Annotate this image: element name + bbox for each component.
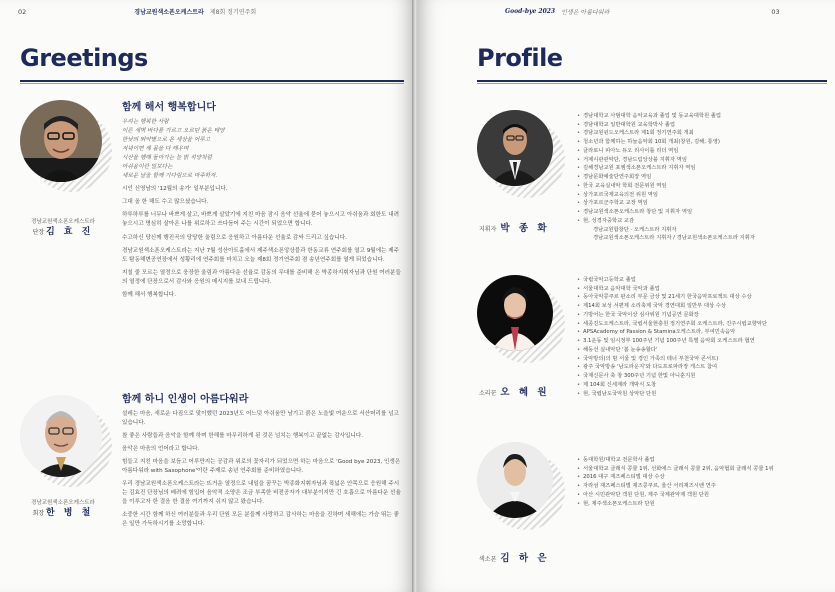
list-subitem: 경남교원색소폰오케스트라 지휘자 / 경남교원색소폰오케스트라 지휘자 — [593, 235, 756, 242]
paragraph: 우리 경남교원색소폰오케스트라는 뜨거운 열정으로 내일을 꿈꾸는 박종화지휘자님과 폭넓은 안목으로 응원해 주시는 김효진 단장님의 배려에 힘입어 음악적 소양은 조금 부족한 비전공자가 대부분이지만 긴 호흡으로 아름다운 선율을 이루고자 한 결음 한 결음 여기까지 쉬지 않고 왔습니다. — [122, 481, 401, 506]
list-item: • 광주 국악방송 '남도라운지'와 다도프로파라장 게스트 참여 — [577, 363, 827, 372]
header-title: 경남교원색소폰오케스트라 — [134, 9, 204, 16]
list-item: • 경남대학교 일반대학원 교육학박사 졸업 — [577, 121, 827, 130]
list-item: • 경남문화예술단연주회장 역임 — [577, 173, 827, 182]
role-label: 단장 — [32, 229, 45, 237]
list-item: • 자라섬 재즈페스티벌 재즈콩쿠르, 울산 서리재즈시밴 연주 — [577, 482, 827, 491]
list-item: • 경남교원색소폰오케스트라 창단 및 지휘자 역임 — [577, 208, 827, 217]
paragraph: 설레는 마음, 새로운 다짐으로 맞이했던 2023년도 어느덧 아쉬움만 남기고 붉은 노을빛 여운으로 서산머리를 넘고 있습니다. — [122, 411, 399, 427]
list-item: • 청소년과 함께하는 하늘음악회 10회 개최(창원, 김해, 통영) — [577, 138, 827, 147]
poem-line: 새로운 날을 함께 기다림으로 마주하자. — [122, 173, 218, 180]
poem-source: 시인 신영남의 '12월의 송가' 일부분입니다. — [122, 186, 228, 193]
header-subtitle: 제8회 정기연주회 — [209, 9, 257, 16]
list-item: • 경남대학교 사범대학 음악교육과 졸업 및 동교육대학원 졸업 — [577, 112, 827, 121]
greeting1-heading: 함께 해서 행복합니다 — [122, 102, 216, 113]
paragraph: 그대 올 한 해도 수고 많으셨습니다. — [122, 199, 209, 206]
avatar-oh-hyewon — [477, 275, 553, 351]
title-rule-thin — [20, 83, 404, 84]
list-subitem: 경남교원합창단 · 오케스트라 지휘자 — [593, 226, 677, 233]
poem-block — [122, 118, 402, 181]
org-label: 경남교원색소폰오케스트라 — [31, 219, 95, 225]
title-rule — [20, 80, 404, 82]
list-item: • 2016 대구 재즈페스티벌 대상 수상 — [577, 473, 827, 482]
list-item: • 거제시관관악단, 경남드림앙상블 지휘자 역임 — [577, 156, 827, 165]
header-title: Good-bye 2023 — [505, 8, 556, 15]
section-title: Greetings — [20, 44, 148, 72]
paragraph: 수고하신 당신께 행진곡의 당당한 울림으로 응원하고 아름다운 선율로 감싸 드리고 싶습니다. — [122, 234, 347, 241]
person-name: 김 하 은 — [500, 553, 550, 564]
list-item: • 제 104회 신세계라 개막식 도창 — [577, 381, 827, 390]
right-header — [505, 7, 780, 16]
page-number: 03 — [771, 7, 780, 16]
poem-line: 한낮의 뙤약볕으로 온 세상을 어루고 — [122, 137, 211, 144]
title-rule-thin — [477, 83, 827, 84]
section-title: Profile — [477, 44, 563, 72]
paragraph: 참 좋은 사람들과 음악을 함께 하며 한해를 마무리하게 된 것은 넘치는 행복이고 끝없는 감사입니다. — [122, 433, 364, 440]
poem-line: 시산을 행해 돌아가는 늘 밝 석양처럼 — [122, 155, 212, 162]
list-item: • 국립국악고등학교 졸업 — [577, 276, 827, 285]
list-item: • 상가포르군주학교 교장 역임 — [577, 199, 827, 208]
caption-kim-haeun — [479, 550, 550, 564]
avatar-kim-hyojin — [20, 100, 102, 182]
paragraph: 음악은 마음의 언어라고 합니다. — [122, 446, 200, 453]
list-item: • 현, 성경자중학교 교감 — [577, 217, 827, 226]
list-item: • 현, 제주색소폰오케스트라 단원 — [577, 500, 827, 509]
caption-oh-hyewon — [479, 384, 550, 398]
page-number: 02 — [18, 7, 27, 16]
list-item: • 기방어는 한국 국악이상 심사위원 기념공연 문화장 — [577, 311, 827, 320]
greeting2-body — [122, 410, 402, 534]
poem-line: 이른 새벽 바다를 가르고 오르던 붉은 태양 — [122, 128, 225, 135]
role-label: 색소폰 — [479, 556, 497, 563]
list-item: • 김해경남교원 포엠색소폰오케스트라 지휘자 역임 — [577, 164, 827, 173]
person-name: 김 효 진 — [45, 227, 94, 238]
list-item: • 한국 교육실내악 학회 전문위원 역임 — [577, 182, 827, 191]
org-label: 경남교원색소폰오케스트라 — [31, 500, 95, 506]
list-item: • 세종진도오케스트라, 국립서울현충원 정기연주회 오케스트라, 진주시립교향악단 — [577, 320, 827, 329]
caption-kim-hyojin — [18, 218, 108, 240]
list-item: • 동아국악콩쿠르 판소리 부문 금상 및 21세기 한국음악프로젝트 대상 수상 — [577, 293, 827, 302]
paragraph: 함께 해서 행복합니다. — [122, 291, 176, 298]
role-label: 소리꾼 — [479, 390, 497, 397]
left-header — [18, 7, 256, 16]
right-page — [417, 0, 835, 592]
header-subtitle: 인생은 아름다워라 — [561, 9, 610, 16]
role-label: 회장 — [32, 510, 45, 518]
list-item: • 상가포르국제교육의전 위원 역임 — [577, 191, 827, 200]
poem-line: 저녁이면 제 몸을 다 태우며 — [122, 146, 189, 153]
list-item: • 국제신문사 축 창 300주년 기념 한빛 아니훈지원 — [577, 372, 827, 381]
paragraph: 하루하루를 너무나 바쁘게 살고, 바쁘게 살았기에 지친 마음 잠시 음악 선율에 묻어 놓으시고 아쉬움과 회한도 내려놓으시고 명심히 살아온 나를 위로하고 쓰다듬어 주는 시간이 되었으면 합니다. — [122, 212, 400, 228]
list-item: • 클라로니 피아노 듀오 리사이틀 리더 역임 — [577, 147, 827, 156]
list-item: • APSAcademy of Passion & Stamina오케스트라, 부여민속음악 — [577, 328, 827, 337]
greeting2-heading: 함께 하니 인생이 아름다워라 — [122, 394, 249, 405]
profile-list-kim — [577, 456, 827, 508]
list-item: • 서울대학교 음악대학 국악과 졸업 — [577, 285, 827, 294]
list-item: • 해동선 실내악단 '봄 눈송송할다' — [577, 346, 827, 355]
poem-line: 아쉬움이란 일보다는 — [122, 164, 173, 171]
list-item: • 경남교원윈드오케스트라 제1회 정기연주회 개최 — [577, 129, 827, 138]
caption-han-byeongcheol — [18, 499, 108, 521]
poem-line: 우리는 행복한 사람 — [122, 119, 169, 125]
person-name: 오 혜 원 — [500, 387, 550, 398]
role-label: 지휘자 — [479, 226, 497, 233]
avatar-han-byeongcheol — [20, 395, 102, 477]
avatar-park-jonghwa — [477, 110, 553, 186]
left-page — [0, 0, 414, 592]
caption-park-jonghwa — [479, 220, 550, 234]
list-item: • 현, 국립남도국악원 상악단 단원 — [577, 390, 827, 399]
list-item: • 동대학원/대학교 전문학사 졸업 — [577, 456, 827, 465]
profile-list-park — [577, 112, 827, 243]
greeting1-body — [122, 118, 402, 304]
paragraph: 지칠 줄 모르는 열정으로 웅장한 울림과 아름다운 선율로 감동의 무대를 준비해 온 박종하지휘자님과 단원 여러분들의 열정에 단장으로서 감사와 응원의 메시지를 보내 드립니다. — [122, 269, 401, 285]
paragraph: 소중한 시간 함께 하신 여러분들과 우리 단원 모든 분들께 사랑하고 감사하는 마음을 진하며 새해에는 가슴 뛰는 좋은 일만 가득하시기를 소망합니다. — [122, 512, 400, 528]
list-item: • 3.1운동 및 임시정부 100주년 기념 100주년 특별 음악회 오케스트라 협연 — [577, 337, 827, 346]
avatar-kim-haeun — [477, 442, 553, 518]
person-name: 한 병 철 — [45, 508, 94, 519]
list-item: • 국악방의(의 밤 서울 및 경인 가족의 테너 부천국악 콘서트) — [577, 355, 827, 364]
profile-list-oh — [577, 276, 827, 398]
title-rule — [477, 80, 827, 82]
list-item: • 서울대학교 클래식 콩쿨 1위, 선화에스 클래식 콩쿨 2위, 음악협회 클래식 콩쿨 1위 — [577, 465, 827, 474]
paragraph: 경남교원색소폰오케스트라는 지난 7월 성산아트홀에서 제주색소폰앙상블과 한동교류 연주회를 열고 9월에는 제주도 탐동해변공연장에서 성황리에 연주회를 마치고 오늘 제8회 정기연주회 겸 송년연주회를 열게 되었습니다. — [122, 247, 400, 263]
list-item: • 제14회 보성 서편제 소리축제 국악 경연대회 일반부 대상 수상 — [577, 302, 827, 311]
paragraph: 힘들고 지친 마음을 보듬고 어루만지는 공감과 위로의 꽃자리가 되었으면 하는 마음으로 'Good bye 2023, 인생은 아름다워라 with Saxophone'이란 주제로 송년 연주회를 준비하였습니다. — [122, 459, 401, 475]
person-name: 박 종 화 — [500, 223, 550, 234]
list-item: • 아산 시민관악단 객원 단원, 제주 국제관악제 객원 단원 — [577, 491, 827, 500]
